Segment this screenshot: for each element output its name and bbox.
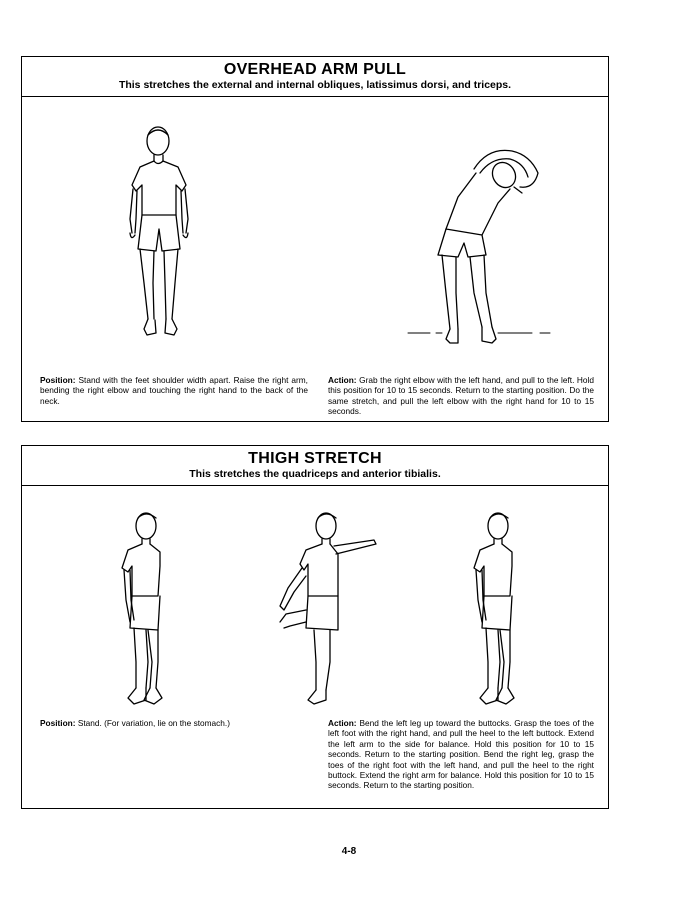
panel-header: [22, 446, 608, 486]
action-label: Action:: [328, 375, 357, 385]
panel-header: [22, 57, 608, 97]
standing-side-figure-illustration: [110, 510, 174, 710]
action-label: Action:: [328, 718, 357, 728]
section-title: THIGH STRETCH: [248, 450, 382, 467]
position-description: [40, 375, 308, 406]
standing-figure-illustration: [120, 123, 200, 345]
position-text: Stand. (For variation, lie on the stomach.): [77, 718, 230, 728]
position-label: Position:: [40, 718, 76, 728]
page-number: 4-8: [341, 846, 357, 857]
position-text: Stand with the feet shoulder width apart. Raise the right arm, bending the right elbow and touching the right hand to the back of the neck.: [40, 375, 308, 406]
action-description: [328, 375, 594, 417]
side-bend-figure-illustration: [402, 143, 562, 343]
position-label: Position:: [40, 375, 76, 385]
section-title: OVERHEAD ARM PULL: [223, 61, 407, 78]
action-text: Bend the left leg up toward the buttocks. Grasp the toes of the left foot with the right hand, and pull the heel to the left buttock. Extend the left arm to the side for balance. Hold this position for 10 to 15 seconds. Return to the starting position. Bend the right leg, grasp the toes of the right foot with the left hand, and pull the heel to the right buttock. Extend the right arm for balance. Hold this position for 10 to 15 seconds. Return to the starting position.: [328, 718, 594, 791]
thigh-stretch-panel: [21, 445, 609, 809]
section-subtitle: This stretches the quadriceps and anterior tibialis.: [189, 468, 441, 480]
position-description: [40, 718, 308, 728]
action-text: Grab the right elbow with the left hand, and pull to the left. Hold this position for 10 to 15 seconds. Return to the starting position. Do the same stretch, and pull the left elbow with the right hand for 10 to 15 seconds.: [328, 375, 594, 417]
section-subtitle: This stretches the external and internal obliques, latissimus dorsi, and triceps.: [118, 79, 512, 91]
action-description: [328, 718, 594, 791]
standing-side-figure-illustration: [462, 510, 526, 710]
thigh-stretch-figure-illustration: [270, 510, 390, 710]
overhead-arm-pull-panel: [21, 56, 609, 422]
